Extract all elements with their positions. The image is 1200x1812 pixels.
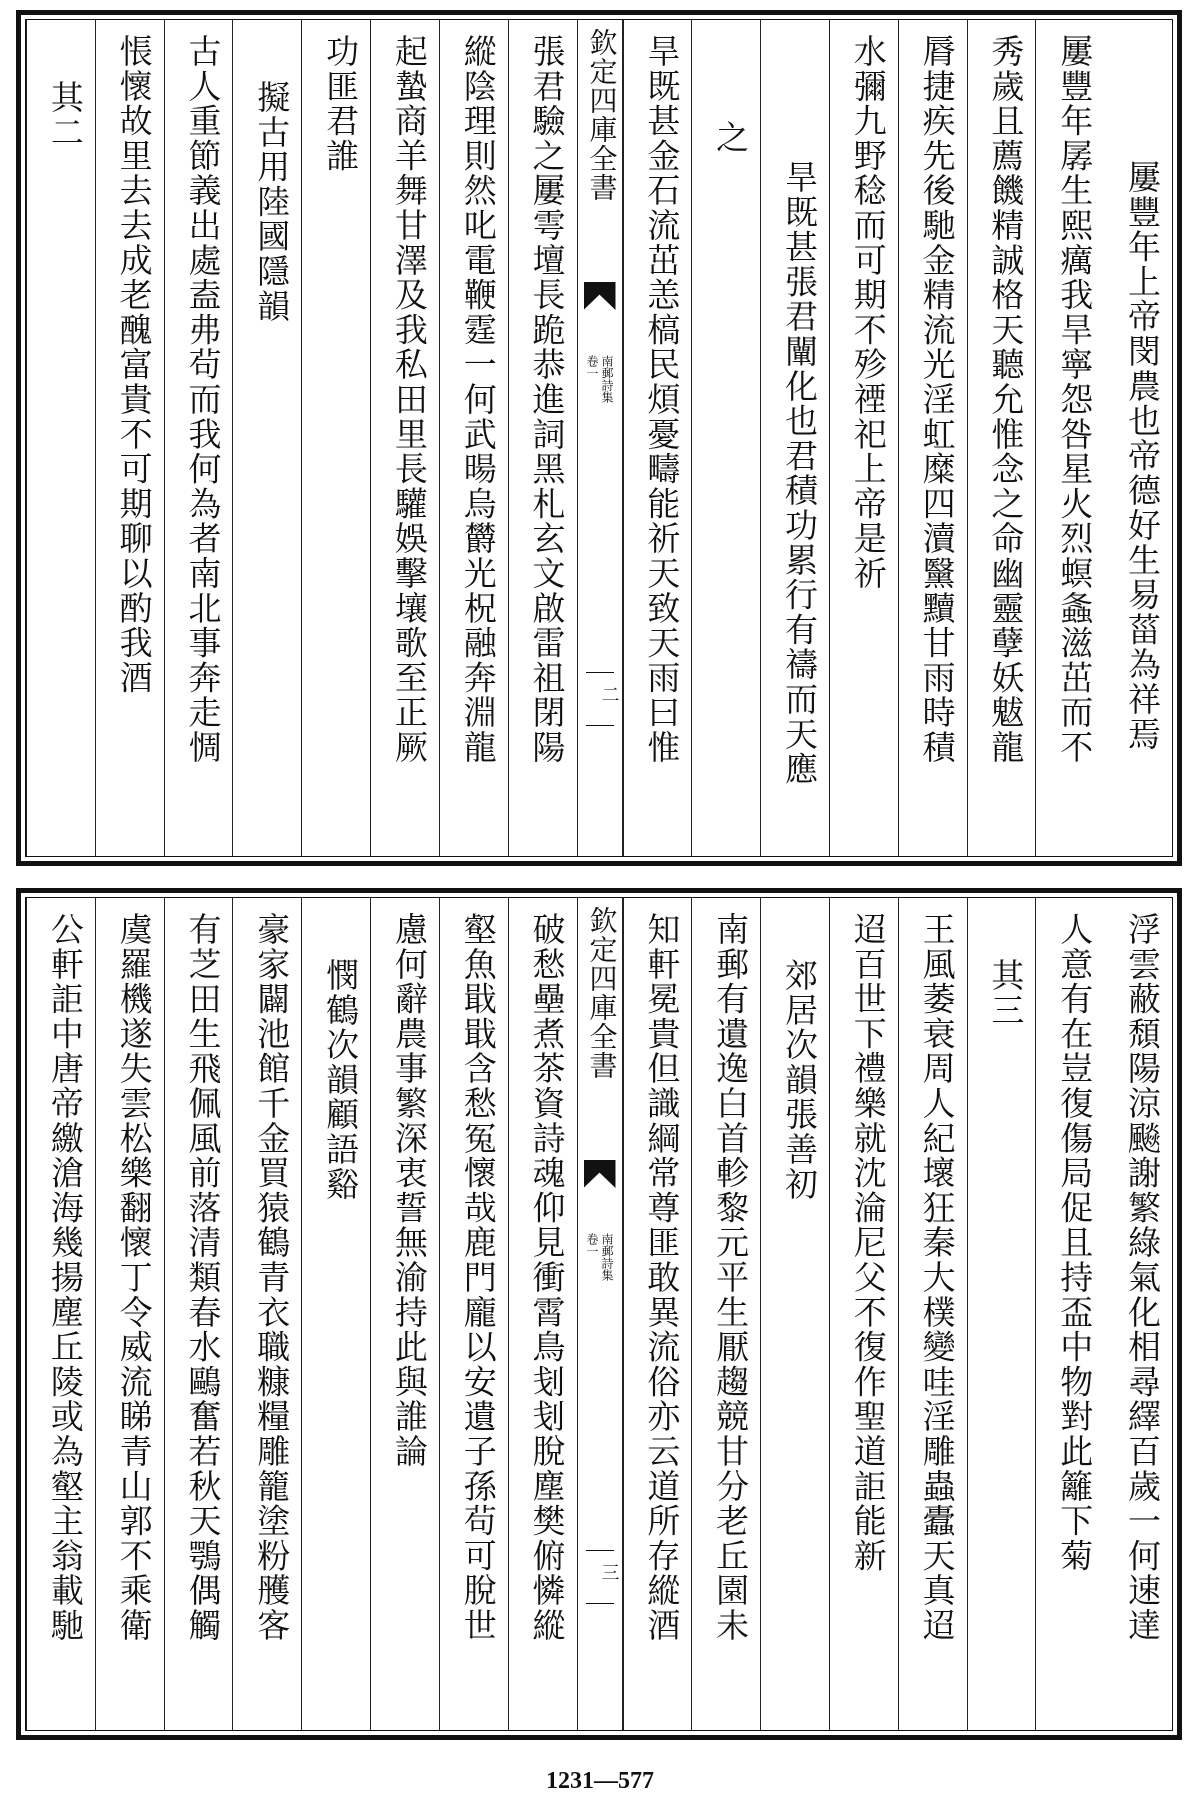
text-column [508,20,577,856]
text-column [508,898,577,1730]
column-text: 悵懷故里去去成老醜富貴不可期聊以酌我酒 [114,34,154,696]
column-text: 壑魚戢戢含愁冤懷哉鹿門龐以安遺子孫茍可脫世 [458,912,498,1643]
lower-columns [26,898,1172,1730]
text-column [691,898,760,1730]
column-text: 脣捷疾先後馳金精流光淫虹糜四瀆黳黷甘雨時積 [917,34,957,765]
text-column [691,20,760,856]
column-text: 慮何辭農事繁深衷誓無渝持此與誰論 [389,912,429,1469]
page-rule [586,1603,614,1604]
text-column [760,898,829,1730]
column-text: 秀歲且薦饑精誠格天聽允惟念之命幽靈孽妖魃龍 [986,34,1026,765]
column-text: 破愁壘煮茶資詩魂仰見衝霄鳥刬刬脫塵樊俯憐縱 [527,912,567,1643]
column-text: 浮雲蔽頹陽涼飈謝繁綠氣化相尋繹百歲一何速達 [1123,912,1162,1643]
book-title: 南郵詩集 [600,355,614,403]
text-column [623,898,692,1730]
text-column [26,20,95,856]
page-rule [586,1550,614,1551]
column-text: 旱既甚張君闡化也君積功累行有禱而天應 [779,160,819,787]
book-title-block [578,355,622,403]
column-text: 屢豐年上帝閔農也帝德好生易菑為祥焉 [1123,160,1162,752]
column-text: 起蟄商羊舞甘澤及我私田里長驩娛擊壤歌至正厥 [389,34,429,765]
poem-subtitle: 其二 [45,80,85,150]
fishtail-mark-icon [584,1160,616,1188]
page-number: 二 [598,685,620,703]
text-column [439,20,508,856]
text-column [370,20,439,856]
text-column [95,898,164,1730]
page-footer-number: 1231—577 [546,1768,654,1794]
text-column [967,898,1036,1730]
column-text: 王風萎衰周人紀壞狂秦大樸變哇淫雕蟲蠹天真迢 [917,912,957,1643]
text-column [1035,898,1104,1730]
text-column [623,20,692,856]
text-column [898,898,967,1730]
center-fold-column [577,898,623,1730]
text-column [370,898,439,1730]
column-text: 功匪君誰 [321,34,361,174]
volume-label: 卷一 [585,1233,599,1257]
text-column [301,20,370,856]
column-text: 知軒冕貴但識綱常尊匪敢異流俗亦云道所存縱酒 [642,912,682,1643]
text-column [26,898,95,1730]
poem-title: 擬古用陸國隱韻 [252,80,292,324]
center-fold-column [577,20,623,856]
poem-title: 憫鶴次韻顧語谿 [321,958,361,1202]
page-rule [586,725,614,726]
text-column [232,898,301,1730]
column-text: 古人重節義出處盍弗茍而我何為者南北事奔走惆 [183,34,223,765]
text-column [439,898,508,1730]
text-column [1035,20,1104,856]
volume-label: 卷一 [585,355,599,379]
fishtail-mark-icon [584,282,616,310]
column-text: 水彌九野稔而可期不殄禋祀上帝是祈 [848,34,888,591]
text-column [829,898,898,1730]
column-text: 人意有在豈復傷局促且持盃中物對此籬下菊 [1055,912,1095,1574]
column-text: 豪家闢池館千金買猿鶴青衣職糠糧雕籠塗粉雘客 [252,912,292,1643]
column-text: 虞羅機遂失雲松樂翻懷丁令威流睇青山郭不乘衛 [114,912,154,1643]
book-title-block [578,1233,622,1281]
upper-columns [26,20,1172,856]
lower-half-page [16,888,1182,1740]
page-rule [586,672,614,673]
text-column [898,20,967,856]
text-column [164,898,233,1730]
text-column [164,20,233,856]
column-text: 之 [711,120,751,155]
poem-title: 郊居次韻張善初 [779,958,819,1202]
text-column [829,20,898,856]
column-text: 迢百世下禮樂就沈淪尼父不復作聖道詎能新 [848,912,888,1574]
series-title: 欽定四庫全書 [585,28,619,202]
text-column [1104,20,1172,856]
text-column [232,20,301,856]
page-number: 三 [598,1563,620,1581]
column-text: 縱陰理則然叱電鞭霆一何武暘烏欝光柷融奔淵龍 [458,34,498,765]
text-column [967,20,1036,856]
poem-subtitle: 其三 [986,958,1026,1028]
column-text: 有芝田生飛佩風前落清類春水鷗奮若秋天鶚偶觸 [183,912,223,1643]
text-column [301,898,370,1730]
column-text: 張君驗之屢雩壇長跪恭進詞黑札玄文啟雷祖閉陽 [527,34,567,765]
column-text: 屢豐年孱生熙癘我旱寧怨咎星火烈螟螽滋茁而不 [1055,34,1095,765]
upper-half-page [16,10,1182,866]
series-title: 欽定四庫全書 [585,906,619,1080]
text-column [95,20,164,856]
text-column [760,20,829,856]
column-text: 公軒詎中唐帝繳滄海幾揚塵丘陵或為壑主翁載馳 [45,912,85,1643]
text-column [1104,898,1172,1730]
book-title: 南郵詩集 [600,1233,614,1281]
column-text: 南郵有遺逸白首軫黎元平生厭趨競甘分老丘園未 [711,912,751,1643]
column-text: 旱既甚金石流茁恙槁民煩憂疇能祈天致天雨曰惟 [642,34,682,765]
